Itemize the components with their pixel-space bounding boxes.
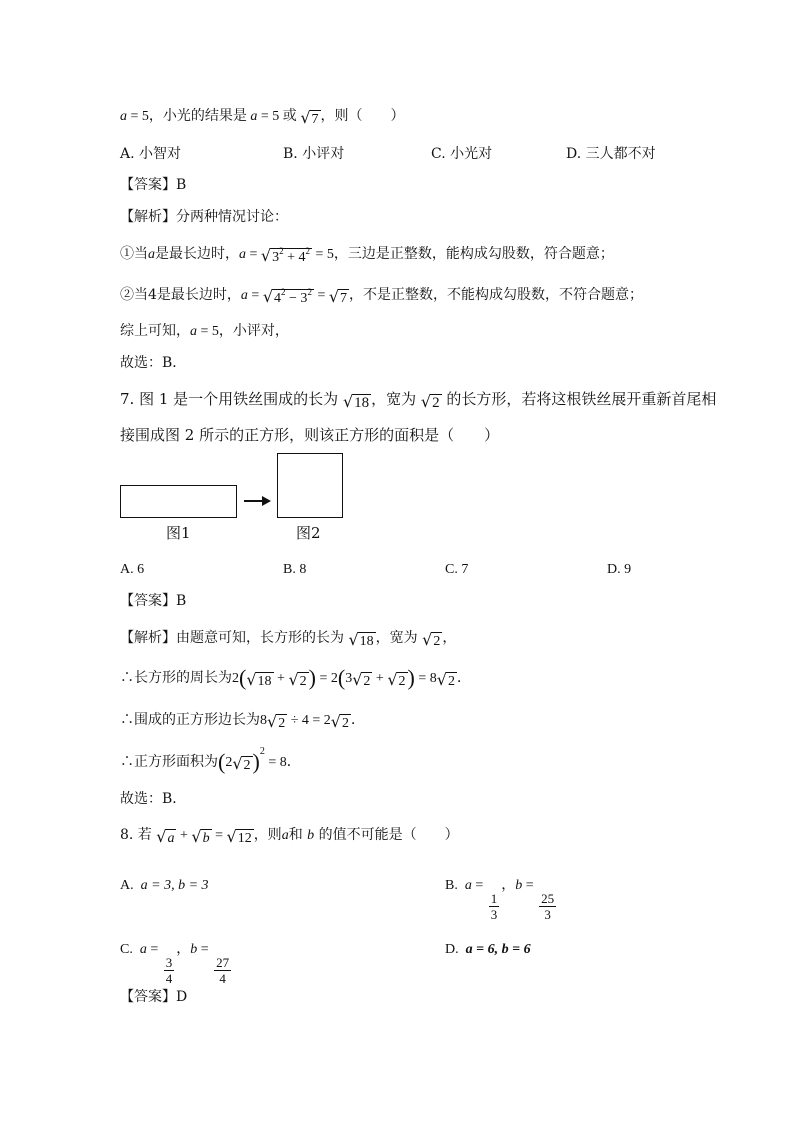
sqrt: √ 2 xyxy=(288,670,307,689)
q6-analysis-head: 【解析】分两种情况讨论： xyxy=(120,209,288,225)
radicand: 18 xyxy=(257,674,272,689)
var-a: a xyxy=(239,247,246,262)
figure1-rectangle xyxy=(120,485,237,518)
sqrt: √ 18 xyxy=(246,670,272,689)
denominator: 4 xyxy=(219,971,226,986)
fraction xyxy=(539,891,556,922)
text: 和 xyxy=(288,827,308,843)
text: 7. 图 1 是一个用铁丝围成的长为 xyxy=(120,390,343,408)
q7-stem-line1 xyxy=(120,389,716,412)
q6-case2 xyxy=(120,285,643,307)
q7-option-c: C. 7 xyxy=(445,562,469,577)
text: = xyxy=(246,247,261,262)
paren: ) xyxy=(308,665,316,690)
radicand: 2 xyxy=(363,674,371,689)
sqrt: √ 7 xyxy=(328,287,348,306)
text: 是最长边时， xyxy=(155,246,239,262)
text: = xyxy=(247,288,263,303)
var-b: b xyxy=(190,942,198,957)
sqrt: √ $3^2 + 4^2$ xyxy=(260,246,311,265)
q7-analysis-line1 xyxy=(120,628,456,650)
text: = 5 xyxy=(312,247,334,262)
q6-option-b: B. 小评对 xyxy=(283,146,345,162)
text: 【解析】由题意可知，长方形的长为 xyxy=(120,630,349,646)
var-a: a xyxy=(139,942,147,957)
option-label: D. xyxy=(445,942,459,957)
exponent: 2 xyxy=(259,746,265,757)
numerator: 27 xyxy=(216,955,230,970)
text: = 8 xyxy=(414,671,437,686)
sqrt: √ b xyxy=(191,827,210,846)
denominator: 3 xyxy=(544,907,551,922)
text: ． xyxy=(456,670,471,686)
sqrt: √ 2 xyxy=(330,712,349,731)
q7-analysis-line4 xyxy=(120,746,301,774)
sqrt: √ 2 xyxy=(420,392,440,411)
text: ， xyxy=(442,630,457,646)
q8-stem xyxy=(120,825,459,847)
denominator: 3 xyxy=(490,907,498,922)
q7-option-a: A. 6 xyxy=(120,562,145,577)
text: = xyxy=(146,942,162,957)
base: 4 xyxy=(274,291,282,306)
q6-option-a: A. 小智对 xyxy=(120,146,182,162)
paren: ( xyxy=(337,665,346,690)
option-text: a = 3, b = 3 xyxy=(140,878,209,893)
text: 8 xyxy=(260,713,267,728)
text: + xyxy=(176,828,192,843)
q7-analysis-line2 xyxy=(120,665,471,690)
numerator: 25 xyxy=(541,891,555,906)
text: ∴正方形面积为 xyxy=(120,754,218,770)
radicand: 2 xyxy=(278,716,286,731)
text: ，则（ ） xyxy=(320,108,405,124)
var-a: a xyxy=(190,324,197,339)
q8-answer: 【答案】D xyxy=(120,989,188,1005)
q8-option-d xyxy=(445,940,531,960)
text: ，宽为 xyxy=(375,630,423,646)
radicand: 2 xyxy=(342,716,349,731)
text: + 4 xyxy=(283,250,306,265)
sqrt: √ 2 xyxy=(422,630,441,649)
text: + xyxy=(273,671,289,686)
sqrt: √ a xyxy=(156,827,175,846)
radicand: 18 xyxy=(359,634,374,649)
text: 的长方形，若将这根铁丝展开重新首尾相 xyxy=(441,390,717,408)
radicand: 2 xyxy=(447,674,455,689)
option-label: A. xyxy=(120,878,134,893)
text: 3 xyxy=(345,671,353,686)
text: ， xyxy=(176,942,191,957)
text: ，不是正整数，不能构成勾股数，不符合题意； xyxy=(349,287,644,303)
radicand: 7 xyxy=(311,112,319,127)
paren: ( xyxy=(239,665,247,690)
arrow-icon xyxy=(242,493,272,509)
text: = xyxy=(471,878,487,893)
q7-option-d: D. 9 xyxy=(607,562,632,577)
q7-analysis-line3 xyxy=(120,710,365,732)
denominator: 4 xyxy=(165,971,173,986)
paren: ) xyxy=(252,749,260,774)
text: = xyxy=(313,288,329,303)
text: 2 xyxy=(225,755,233,770)
text: 8. 若 xyxy=(120,827,157,843)
paren: ) xyxy=(407,665,415,690)
sqrt: √ 2 xyxy=(387,670,406,689)
q8-option-a xyxy=(120,876,209,896)
radicand: 2 xyxy=(243,758,251,773)
text: ，三边是正整数，能构成勾股数，符合题意； xyxy=(333,246,614,262)
var-b: b xyxy=(515,878,523,893)
radicand: $4^2 - 3^2$ xyxy=(274,287,312,306)
var-b: b xyxy=(307,828,315,843)
text: = 5，小评对， xyxy=(197,324,289,339)
var-a: a xyxy=(464,878,472,893)
text: − 3 xyxy=(285,291,308,306)
text: ． xyxy=(286,754,301,770)
figure2-label: 图2 xyxy=(296,524,321,542)
radicand: 7 xyxy=(340,291,348,306)
sqrt: √ 18 xyxy=(348,630,374,649)
fraction xyxy=(489,891,500,922)
text: ∴围成的正方形边长为 xyxy=(120,712,260,728)
q7-stem-line2: 接围成图 2 所示的正方形，则该正方形的面积是（ ） xyxy=(120,426,500,444)
sqrt: √ 18 xyxy=(342,392,370,411)
paren: ( xyxy=(218,749,226,774)
var-a: a xyxy=(281,828,289,843)
q6-answer: 【答案】B xyxy=(120,177,187,193)
base: 3 xyxy=(272,250,280,265)
text: ，则 xyxy=(253,827,282,843)
text: = 5 或 xyxy=(257,109,301,124)
text: = xyxy=(197,942,213,957)
radicand: 2 xyxy=(432,395,440,411)
sqrt: √ $4^2 - 3^2$ xyxy=(262,287,312,306)
text: ，宽为 xyxy=(371,390,421,408)
text: = xyxy=(522,878,538,893)
q6-conclusion: 故选：B． xyxy=(120,355,187,371)
option-text: a = 6, b = 6 xyxy=(465,942,531,957)
var-a: a xyxy=(240,288,248,303)
var-a: a xyxy=(250,109,258,124)
text: = 5，小光的结果是 xyxy=(127,109,251,124)
var-a: a xyxy=(120,109,127,124)
text: 综上可知， xyxy=(120,323,190,339)
fraction xyxy=(164,955,175,986)
sqrt: √ 7 xyxy=(300,108,319,127)
q6-option-d: D. 三人都不对 xyxy=(566,146,656,162)
text: + xyxy=(372,671,388,686)
sqrt: √ 12 xyxy=(226,827,252,846)
q8-option-c xyxy=(120,940,233,986)
q6-summary xyxy=(120,321,289,342)
numerator: 3 xyxy=(165,955,173,970)
text: ∴长方形的周长为 xyxy=(120,670,232,686)
var-a: a xyxy=(148,247,155,262)
text: = 8 xyxy=(264,755,287,770)
radicand: 18 xyxy=(354,395,370,411)
q6-case1 xyxy=(120,244,614,266)
radicand: 2 xyxy=(398,674,406,689)
sqrt: √ 2 xyxy=(352,670,371,689)
fraction xyxy=(214,955,231,986)
radicand: 2 xyxy=(433,634,441,649)
q7-option-b: B. 8 xyxy=(283,562,307,577)
option-label: B. xyxy=(445,878,458,893)
text: = xyxy=(211,828,227,843)
radicand: $3^2 + 4^2$ xyxy=(272,246,311,265)
text: ①当 xyxy=(120,246,148,262)
text: 2 xyxy=(232,671,239,686)
q7-answer: 【答案】B xyxy=(120,593,187,609)
sqrt: √ 2 xyxy=(436,670,455,689)
option-label: C. xyxy=(120,942,133,957)
figure2-square xyxy=(277,453,343,518)
text: ． xyxy=(351,712,365,728)
text: ②当4是最长边时， xyxy=(120,287,241,303)
numerator: 1 xyxy=(490,891,498,906)
q8-option-b xyxy=(445,876,558,922)
text: = 2 xyxy=(315,671,338,686)
sqrt: √ 2 xyxy=(267,712,286,731)
radicand: 12 xyxy=(237,831,252,846)
sqrt: √ 2 xyxy=(232,754,251,773)
q7-conclusion: 故选：B． xyxy=(120,791,187,807)
text: 的值不可能是（ ） xyxy=(314,827,459,843)
radicand: b xyxy=(202,831,210,846)
q6-option-c: C. 小光对 xyxy=(431,146,493,162)
q6-stem-tail xyxy=(120,106,405,128)
figure1-label: 图1 xyxy=(166,524,191,542)
text: ， xyxy=(501,878,516,893)
radicand: 2 xyxy=(299,674,307,689)
radicand: a xyxy=(167,831,175,846)
text: ÷ 4 = 2 xyxy=(287,713,331,728)
